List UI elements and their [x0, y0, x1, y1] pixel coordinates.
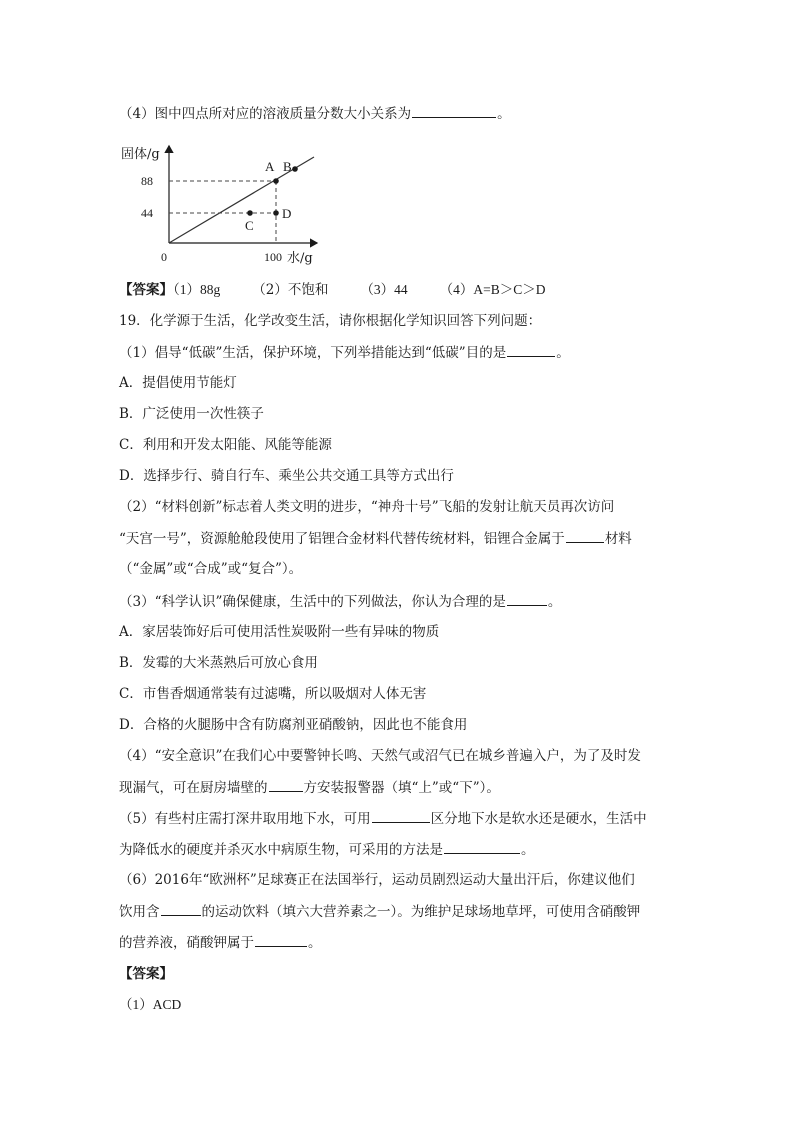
q19-part5-line1 [119, 809, 647, 828]
point-b [292, 166, 298, 172]
q19-answer-1: （1）ACD [119, 997, 182, 1012]
answer-blank[interactable] [444, 840, 520, 854]
q19-part2-text: “天宫一号”，资源舱舱段使用了铝锂合金材料代替传统材料，铝锂合金属于 [119, 531, 565, 547]
q19-part3-option-b: B．发霉的大米蒸熟后可放心食用 [119, 655, 318, 671]
label-d: D [282, 206, 292, 221]
answer-label: 【答案】 [119, 282, 173, 298]
q19-part5-line2 [119, 840, 535, 859]
q19-part6-text2: 的营养液，硝酸钾属于 [119, 935, 254, 951]
label-a: A [265, 159, 275, 174]
answer-label: 【答案】 [119, 966, 173, 982]
q19-stem: 19．化学源于生活，化学改变生活，请你根据化学知识回答下列问题： [119, 313, 542, 329]
q19-part3-text: （3）“科学认识”确保健康，生活中的下列做法，你认为合理的是 [119, 594, 506, 610]
q18-answer-3: （3）44 [360, 282, 408, 297]
q19-part3-option-c: C．市售香烟通常装有过滤嘴，所以吸烟对人体无害 [119, 686, 427, 702]
q19-part5-text2: 为降低水的硬度并杀灭水中病原生物，可采用的方法是 [119, 842, 443, 858]
q19-part1-option-c: C．利用和开发太阳能、风能等能源 [119, 437, 332, 453]
q19-part5-suffix: 区分地下水是软水还是硬水，生活中 [430, 811, 647, 827]
label-b: B [283, 159, 292, 174]
q19-part1-suffix: 。 [556, 345, 570, 361]
point-a [273, 178, 279, 184]
q19-part6-suffix2: 。 [308, 935, 322, 951]
q19-part4-line1: （4）“安全意识”在我们心中要警钟长鸣、天然气或沼气已在城乡普遍入户，为了及时发 [119, 748, 641, 764]
q19-part1-text: （1）倡导“低碳”生活，保护环境，下列举措能达到“低碳”目的是 [119, 345, 507, 361]
q18-answer-4: （4）A=B＞C＞D [439, 282, 546, 297]
q18-answer [119, 281, 545, 299]
answer-blank[interactable] [507, 343, 555, 357]
point-d [273, 210, 279, 216]
q19-answer-label [119, 965, 173, 983]
q19-part4-line2 [119, 778, 500, 797]
answer-blank[interactable] [372, 809, 430, 823]
solubility-graph [119, 140, 329, 268]
label-c: C [245, 218, 254, 233]
q19-part2-line1: （2）“材料创新”标志着人类文明的进步，“神舟十号”飞船的发射让航天员再次访问 [119, 499, 615, 515]
q18-part4 [119, 104, 511, 123]
q19-part4-text: 现漏气，可在厨房墙壁的 [119, 780, 268, 796]
y-tick-44: 44 [141, 206, 153, 220]
answer-blank[interactable] [507, 592, 547, 606]
q19-part2-suffix: 材料 [604, 531, 632, 547]
q19-part2-line3: （“金属”或“合成”或“复合”）。 [119, 561, 303, 577]
q19-part1-option-d: D．选择步行、骑自行车、乘坐公共交通工具等方式出行 [119, 468, 454, 484]
q19-part3 [119, 592, 561, 611]
solubility-line [169, 157, 314, 243]
answer-blank[interactable] [566, 529, 604, 543]
answer-blank[interactable] [269, 778, 303, 792]
q19-part4-suffix: 方安装报警器（填“上”或“下”）。 [303, 780, 500, 796]
q19-part5-suffix2: 。 [521, 842, 535, 858]
q19-part2-line2 [119, 529, 632, 548]
q19-part6-text: 饮用含 [119, 904, 160, 920]
answer-blank[interactable] [412, 104, 496, 118]
answer-blank[interactable] [255, 933, 307, 947]
y-axis-label: 固体/g [121, 147, 160, 162]
q18-part4-text: （4）图中四点所对应的溶液质量分数大小关系为 [119, 106, 412, 122]
origin-label: 0 [161, 250, 167, 264]
q19-part6-line2 [119, 902, 640, 921]
q19-part6-suffix: 的运动饮料（填六大营养素之一）。为维护足球场地草坪，可使用含硝酸钾 [201, 904, 641, 920]
q19-part3-option-d: D．合格的火腿肠中含有防腐剂亚硝酸钠，因此也不能食用 [119, 717, 468, 733]
q19-part1-option-b: B．广泛使用一次性筷子 [119, 406, 264, 422]
q19-part6-line1: （6）2016年“欧洲杯”足球赛正在法国举行，运动员剧烈运动大量出汗后，你建议他们 [119, 872, 635, 888]
q18-answer-2: （2）不饱和 [252, 282, 329, 298]
q19-part3-suffix: 。 [547, 594, 562, 610]
q19-part6-line3 [119, 933, 322, 952]
q19-part1 [119, 343, 570, 362]
q18-answer-1: （1）88g [173, 282, 221, 297]
answer-blank[interactable] [161, 902, 201, 916]
q19-part3-option-a: A．家居装饰好后可使用活性炭吸附一些有异味的物质 [119, 624, 440, 640]
x-axis-label: 水/g [287, 251, 313, 266]
point-c [247, 210, 253, 216]
y-tick-88: 88 [141, 174, 153, 188]
x-tick-100: 100 [264, 250, 282, 264]
q19-part1-option-a: A．提倡使用节能灯 [119, 375, 237, 391]
q18-part4-suffix: 。 [497, 106, 511, 122]
q19-part5-text: （5）有些村庄需打深井取用地下水，可用 [119, 811, 371, 827]
